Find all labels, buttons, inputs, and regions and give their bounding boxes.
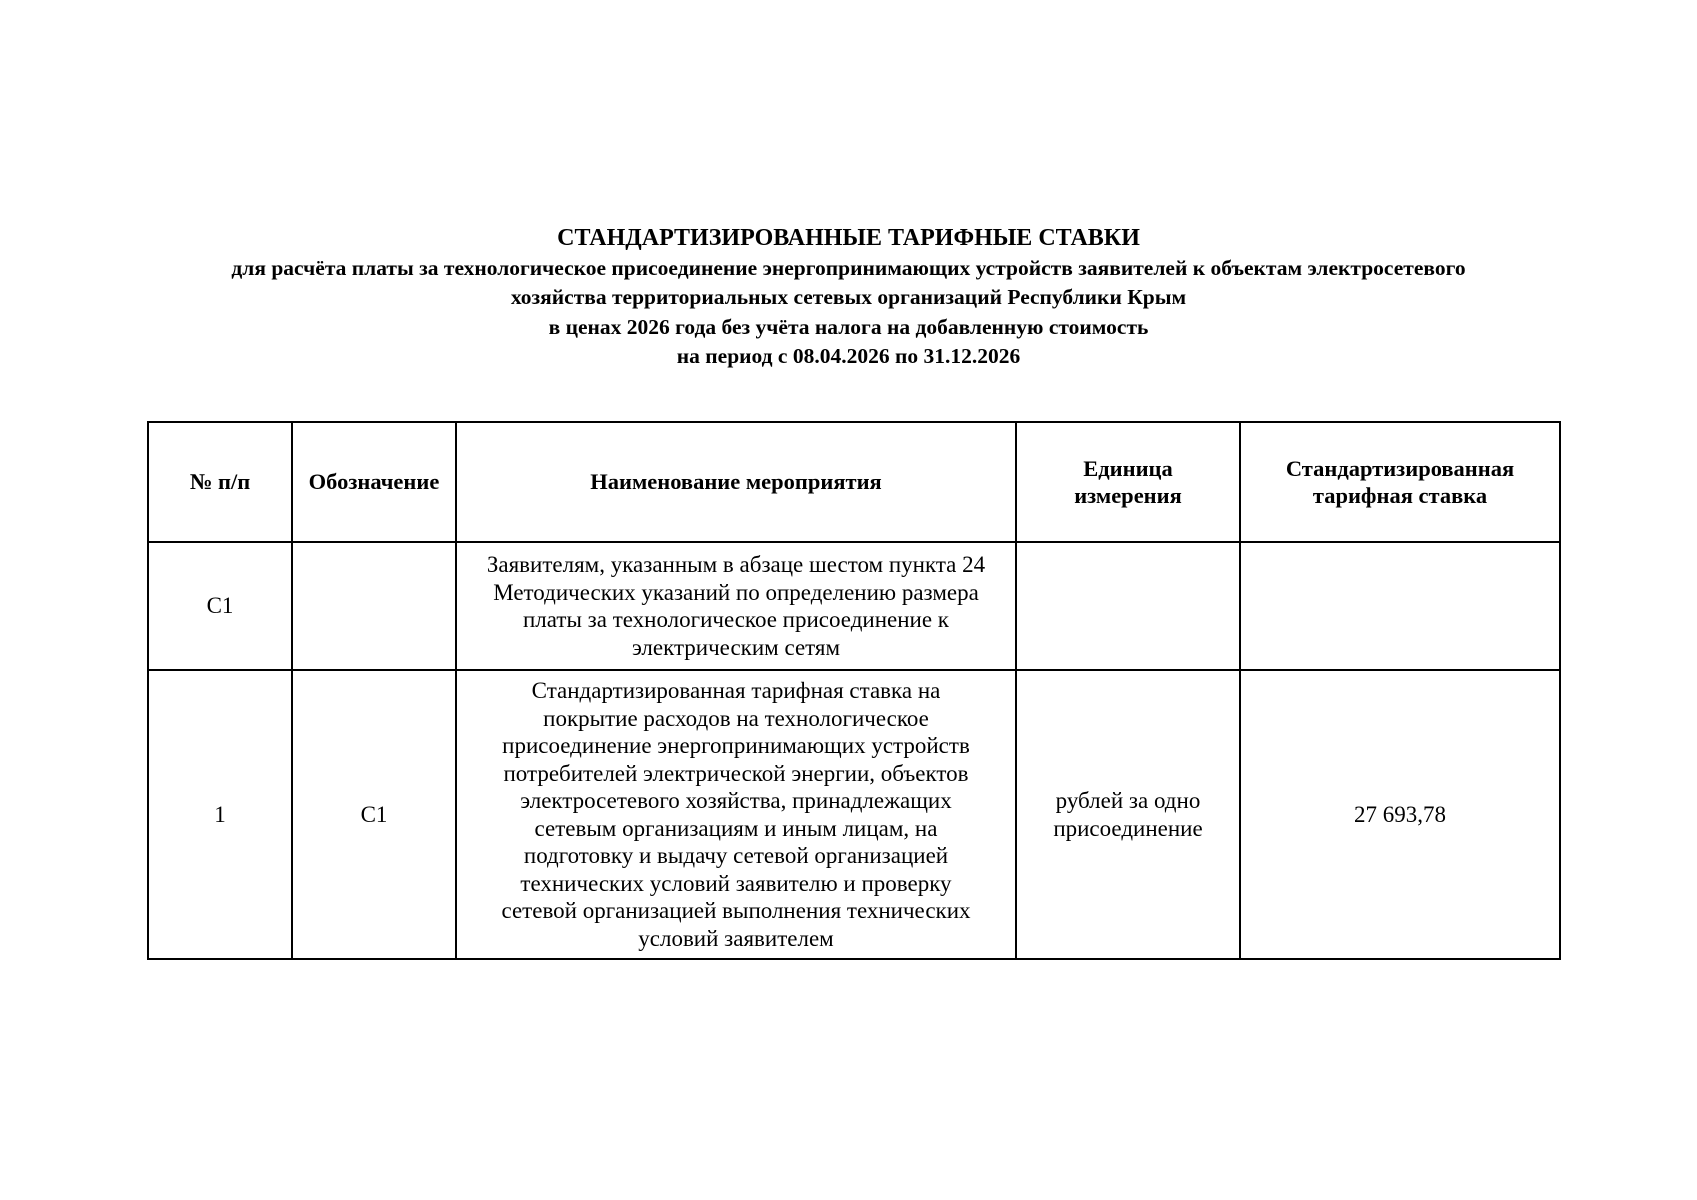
cell-name-line: условий заявителем bbox=[638, 925, 834, 951]
cell-unit-line-2: присоединение bbox=[1053, 815, 1203, 841]
document-title: СТАНДАРТИЗИРОВАННЫЕ ТАРИФНЫЕ СТАВКИ bbox=[557, 225, 1140, 251]
header-rate-line-2: тарифная ставка bbox=[1312, 483, 1488, 508]
cell-unit bbox=[1016, 670, 1240, 959]
header-unit-line-2: измерения bbox=[1074, 483, 1182, 508]
table-row bbox=[148, 542, 1560, 670]
cell-name-line: электросетевого хозяйства, принадлежащих bbox=[520, 788, 952, 813]
cell-designation: С1 bbox=[292, 670, 456, 959]
cell-name-line: покрытие расходов на технологическое bbox=[543, 705, 929, 731]
cell-name bbox=[456, 542, 1016, 670]
cell-name-line: Методических указаний по определению размера bbox=[493, 579, 979, 605]
heading-line-1: для расчёта платы за технологическое присоединение энергопринимающих устройств заявителей к объектам электросетевого bbox=[231, 255, 1466, 280]
cell-name-line: платы за технологическое присоединение к bbox=[523, 607, 949, 632]
table-row bbox=[148, 670, 1560, 959]
table-header-row bbox=[148, 422, 1560, 542]
cell-unit bbox=[1016, 542, 1240, 670]
cell-name-line: Стандартизированная тарифная ставка на bbox=[531, 678, 941, 703]
cell-unit-line-1: рублей за одно bbox=[1055, 788, 1201, 813]
header-unit bbox=[1016, 422, 1240, 542]
heading-line-3: в ценах 2026 года без учёта налога на добавленную стоимость bbox=[548, 314, 1149, 339]
header-num: № п/п bbox=[148, 422, 292, 542]
cell-name-line: присоединение энергопринимающих устройств bbox=[502, 733, 970, 758]
cell-rate bbox=[1240, 542, 1560, 670]
cell-name-line: потребителей электрической энергии, объектов bbox=[503, 760, 969, 786]
header-rate bbox=[1240, 422, 1560, 542]
header-name: Наименование мероприятия bbox=[456, 422, 1016, 542]
tariff-table bbox=[147, 421, 1561, 960]
cell-name-line: сетевым организациям и иным лицам, на bbox=[534, 815, 938, 841]
cell-name-line: электрическим сетям bbox=[631, 634, 841, 660]
cell-name-line: сетевой организацией выполнения технических bbox=[501, 898, 971, 923]
cell-name-line: Заявителям, указанным в абзаце шестом пункта 24 bbox=[486, 552, 986, 577]
heading-line-2: хозяйства территориальных сетевых организаций Республики Крым bbox=[510, 285, 1187, 309]
cell-name bbox=[456, 670, 1016, 959]
cell-num: С1 bbox=[148, 542, 292, 670]
cell-designation bbox=[292, 542, 456, 670]
header-rate-line-1: Стандартизированная bbox=[1285, 455, 1515, 481]
header-unit-line-1: Единица bbox=[1083, 455, 1173, 481]
cell-name-line: подготовку и выдачу сетевой организацией bbox=[523, 843, 949, 868]
header-designation: Обозначение bbox=[292, 422, 456, 542]
cell-name-line: технических условий заявителю и проверку bbox=[520, 870, 952, 896]
cell-rate: 27 693,78 bbox=[1240, 670, 1560, 959]
document-heading bbox=[0, 224, 1697, 372]
heading-line-4: на период с 08.04.2026 по 31.12.2026 bbox=[676, 344, 1021, 368]
cell-num: 1 bbox=[148, 670, 292, 959]
